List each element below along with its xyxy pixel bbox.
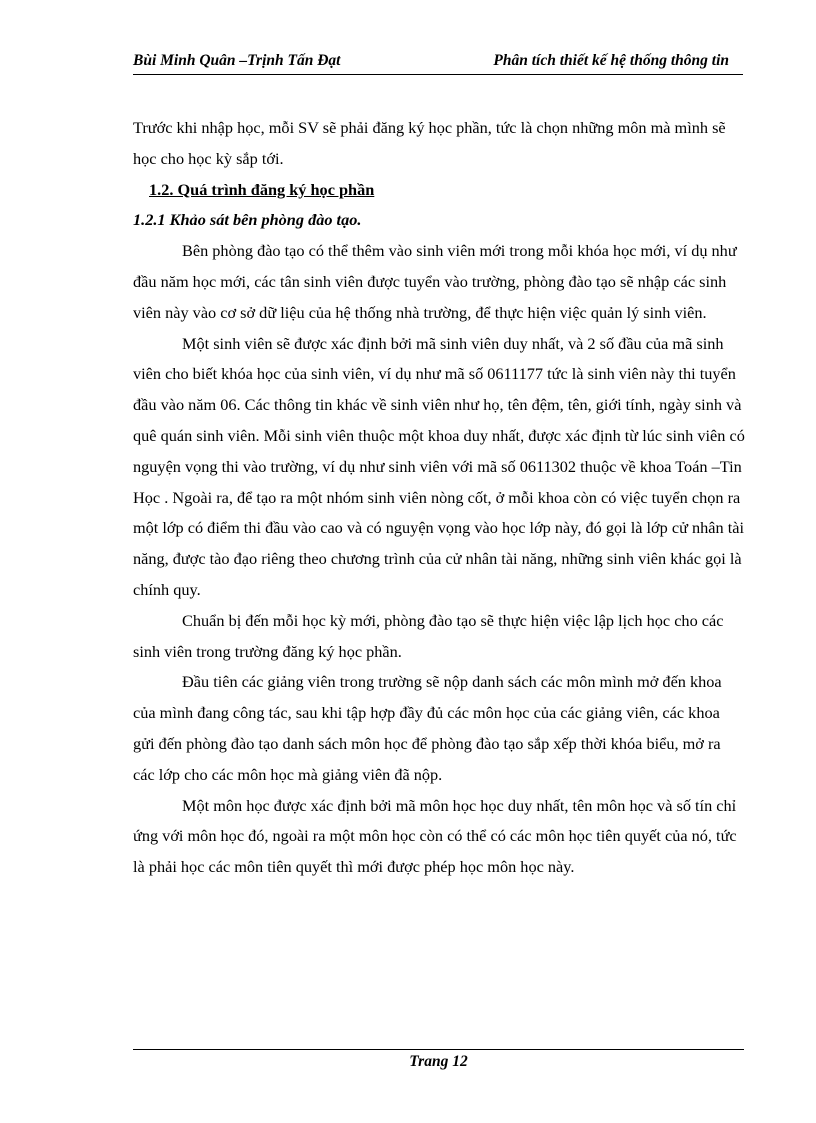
body-paragraph: Bên phòng đào tạo có thể thêm vào sinh viên mới trong mỗi khóa học mới, ví dụ như đầu năm học mới, các tân sinh viên được tuyển vào trường, phòng đào tạo sẽ nhập các sinh viên này vào cơ sở dữ liệu của hệ thống nhà trường, để thực hiện việc quản lý sinh viên. (133, 241, 737, 322)
intro-paragraph: Trước khi nhập học, mỗi SV sẽ phải đăng ký học phần, tức là chọn những môn mà mình sẽ học cho học kỳ sắp tới. (133, 118, 726, 168)
header-document-title: Phân tích thiết kế hệ thống thông tin (493, 52, 729, 69)
body-paragraph: Một sinh viên sẽ được xác định bởi mã sinh viên duy nhất, và 2 số đầu của mã sinh viên cho biết khóa học của sinh viên, ví dụ như mã số 0611177 tức là sinh viên này thi tuyển đầu vào năm 06. Các thông tin khác về sinh viên như họ, tên đệm, tên, giới tính, ngày sinh và quê quán sinh viên. Mỗi sinh viên thuộc một khoa duy nhất, được xác định từ lúc sinh viên có nguyện vọng thi vào trường, ví dụ như sinh viên với mã số 0611302 thuộc về khoa Toán –Tin Học . Ngoài ra, để tạo ra một nhóm sinh viên nòng cốt, ở mỗi khoa còn có việc tuyển chọn ra một lớp có điểm thi đầu vào cao và có nguyện vọng vào học lớp này, đó gọi là lớp cử nhân tài năng, được tào đạo riêng theo chương trình của cử nhân tài năng, những sinh viên khác gọi là chính quy. (133, 333, 745, 599)
page-header (133, 52, 743, 75)
body-paragraph: Chuẩn bị đến mỗi học kỳ mới, phòng đào tạo sẽ thực hiện việc lập lịch học cho các sinh viên trong trường đăng ký học phần. (133, 610, 724, 661)
subsection-heading: 1.2.1 Khảo sát bên phòng đào tạo. (133, 210, 362, 230)
page-number: Trang 12 (409, 1053, 468, 1070)
body-paragraph: Đầu tiên các giảng viên trong trường sẽ nộp danh sách các môn mình mở đến khoa của mình đang công tác, sau khi tập hợp đầy đủ các môn học của các giảng viên, các khoa gửi đến phòng đào tạo danh sách môn học để phòng đào tạo sắp xếp thời khóa biểu, mở ra các lớp cho các môn học mà giảng viên đã nộp. (133, 672, 722, 784)
document-body (133, 113, 745, 883)
header-authors: Bùi Minh Quân –Trịnh Tấn Đạt (133, 52, 341, 69)
footer-divider (133, 1049, 744, 1050)
body-paragraph: Một môn học được xác định bởi mã môn học học duy nhất, tên môn học và số tín chỉ ứng với môn học đó, ngoài ra một môn học còn có thể có các môn học tiên quyết của nó, tức là phải học các môn tiên quyết thì mới được phép học môn học này. (133, 795, 737, 877)
section-heading: 1.2. Quá trình đăng ký học phần (149, 179, 375, 199)
